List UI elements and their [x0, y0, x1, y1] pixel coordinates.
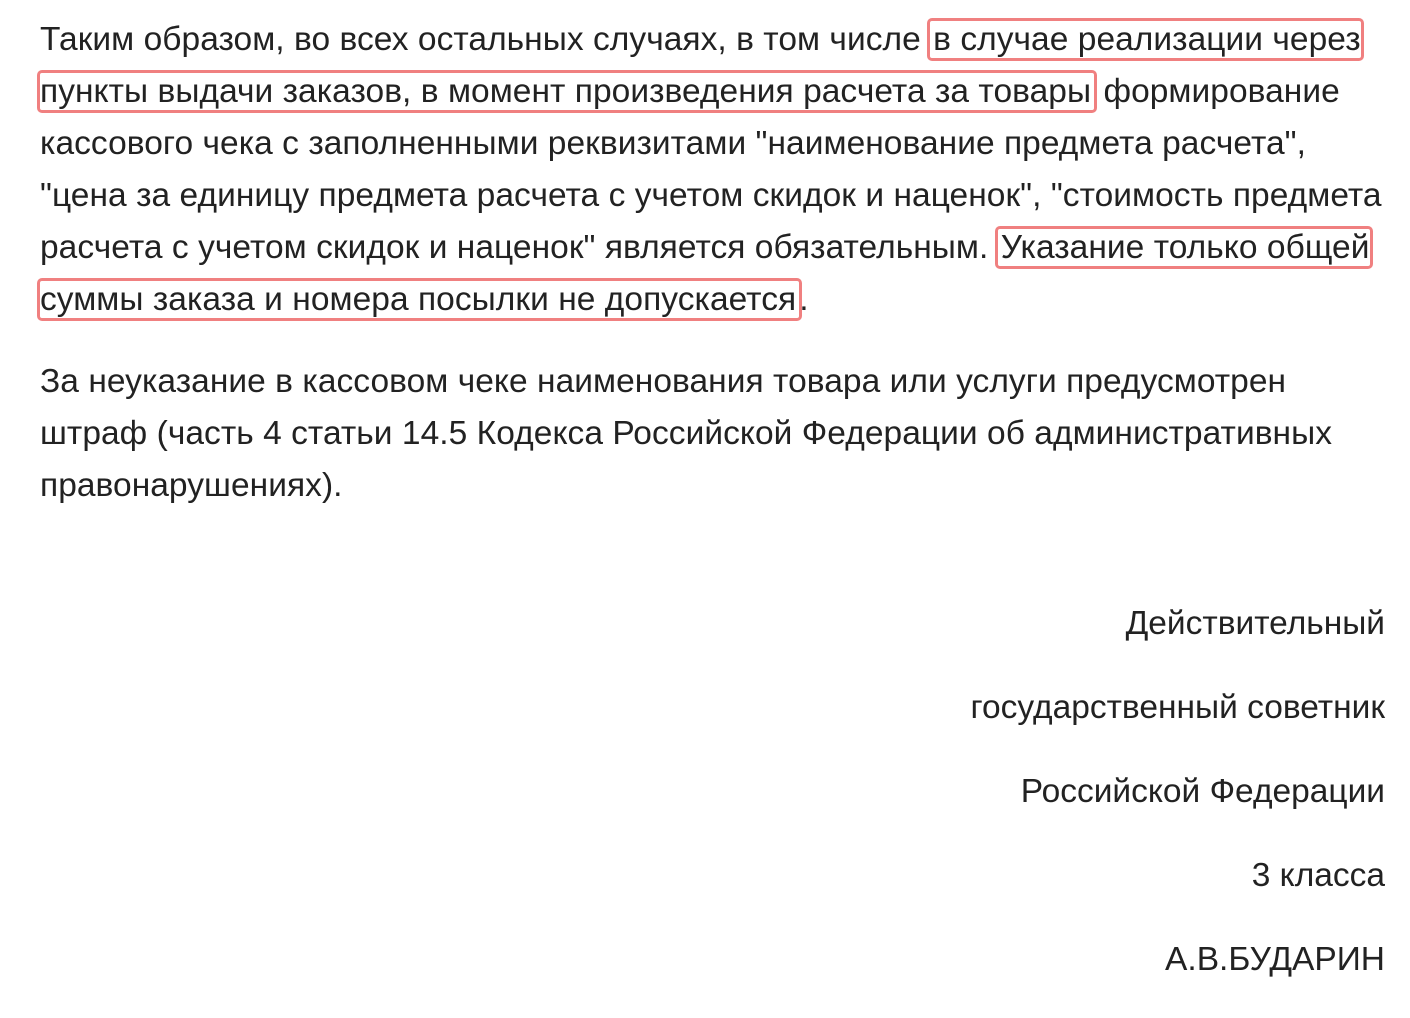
signature-block [971, 598, 1385, 1018]
signature-name: А.В.БУДАРИН [1165, 941, 1385, 978]
paragraph-fine: За неуказание в кассовом чеке наименования товара или услуги предусмотрен штраф (часть 4 статьи 14.5 Кодекса Российской Федерации об административных правонарушениях). [40, 363, 1333, 504]
document-body [40, 14, 1385, 512]
signature-title-line3: Российской Федерации [1020, 773, 1385, 810]
signature-title-line4: 3 класса [1251, 857, 1385, 894]
paragraph-receipt-requirements [40, 14, 1385, 326]
highlight-pickup-points: в случае реализации через пункты выдачи заказов, в момент произведения расчета за товары [40, 21, 1361, 110]
signature-title-line2: государственный советник [970, 689, 1385, 726]
paragraph1-text-start: Таким образом, во всех остальных случаях, в том числе [40, 21, 931, 58]
highlight-not-allowed: Указание только общей суммы заказа и номера посылки не допускается [40, 229, 1370, 318]
paragraph1-text-end: . [799, 281, 809, 318]
paragraph1-text-middle: формирование кассового чека с заполненными реквизитами "наименование предмета расчета", "цена за единицу предмета расчета с учетом скидок и наценок", "стоимость предмета расчета с учетом скидок и наценок" является обязательным. [40, 73, 1382, 266]
signature-title-line1: Действительный [1125, 605, 1385, 642]
